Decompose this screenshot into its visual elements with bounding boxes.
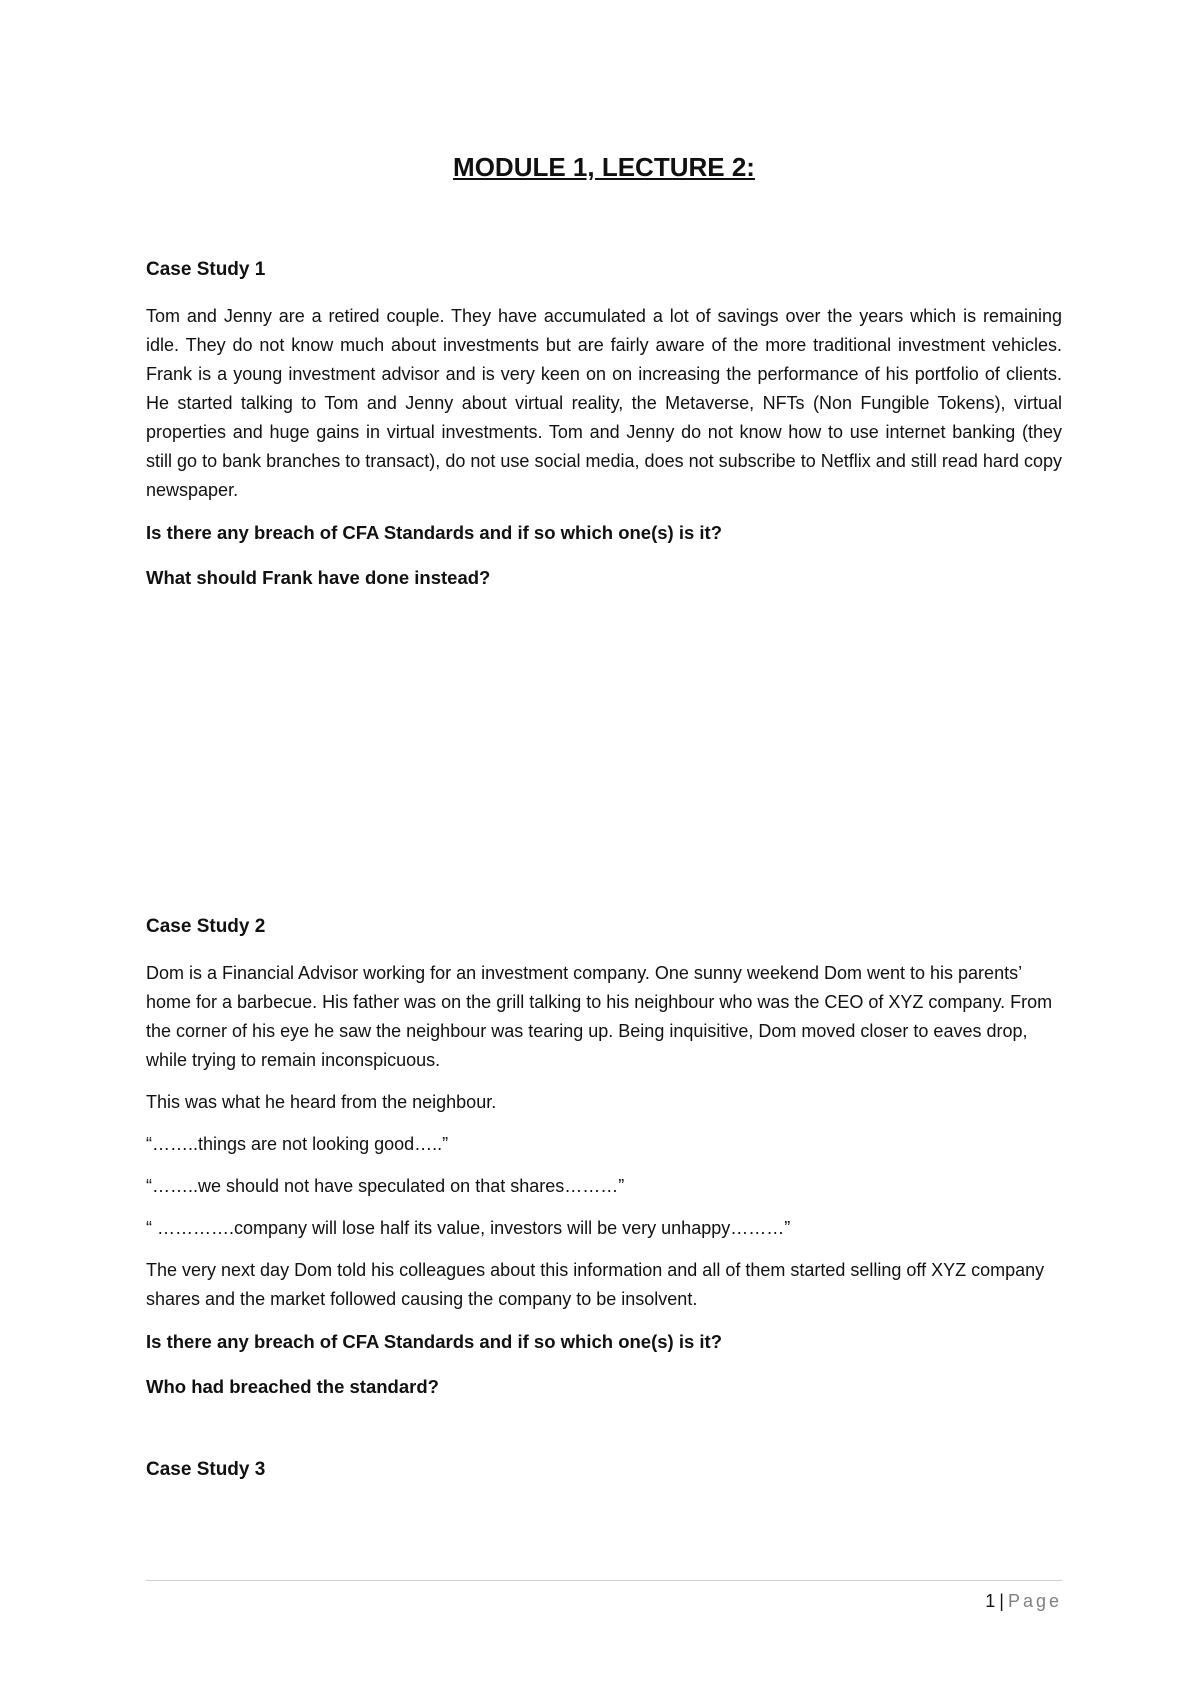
case-study-2-question-1: Is there any breach of CFA Standards and if so which one(s) is it? (146, 1331, 723, 1352)
case-study-3-heading: Case Study 3 (146, 1459, 266, 1480)
case-study-1-question-1: Is there any breach of CFA Standards and if so which one(s) is it? (146, 522, 723, 543)
case-study-1-question-2: What should Frank have done instead? (146, 567, 491, 588)
case-study-2-paragraph-2: This was what he heard from the neighbour. (146, 1092, 497, 1112)
page-number: 1 (985, 1591, 996, 1611)
case-study-2-heading: Case Study 2 (146, 916, 266, 937)
case-study-2-paragraph-1: Dom is a Financial Advisor working for an investment company. One sunny weekend Dom went to his parents’ home for a barbecue. His father was on the grill talking to his neighbour who was the CEO of XYZ company. From the corner of his eye he saw the neighbour was tearing up. Being inquisitive, Dom moved closer to eaves drop, while trying to remain inconspicuous. (146, 963, 1053, 1070)
case-study-2-question-2: Who had breached the standard? (146, 1376, 439, 1397)
page-footer (985, 1589, 1062, 1613)
case-study-1-heading: Case Study 1 (146, 259, 266, 280)
case-study-2-quote-2: “……..we should not have speculated on that shares………” (146, 1176, 625, 1196)
case-study-2-paragraph-3: The very next day Dom told his colleagues about this information and all of them started selling off XYZ company shares and the market followed causing the company to be insolvent. (146, 1260, 1045, 1309)
case-study-1-paragraph: Tom and Jenny are a retired couple. They have accumulated a lot of savings over the years which is remaining idle. They do not know much about investments but are fairly aware of the more traditional investment vehicles. Frank is a young investment advisor and is very keen on on increasing the performance of his portfolio of clients. He started talking to Tom and Jenny about virtual reality, the Metaverse, NFTs (Non Fungible Tokens), virtual properties and huge gains in virtual investments. Tom and Jenny do not know how to use internet banking (they still go to bank branches to transact), do not use social media, does not subscribe to Netflix and still read hard copy newspaper. (146, 306, 1062, 500)
page-title: MODULE 1, LECTURE 2: (453, 152, 755, 182)
footer-divider (146, 1580, 1062, 1581)
document-body (146, 150, 1062, 1483)
page-label: Page (1007, 1591, 1062, 1611)
footer-separator: | (999, 1591, 1004, 1611)
case-study-2-quote-1: “……..things are not looking good…..” (146, 1134, 449, 1154)
case-study-2-quote-3: “ ………….company will lose half its value, investors will be very unhappy………” (146, 1218, 791, 1238)
